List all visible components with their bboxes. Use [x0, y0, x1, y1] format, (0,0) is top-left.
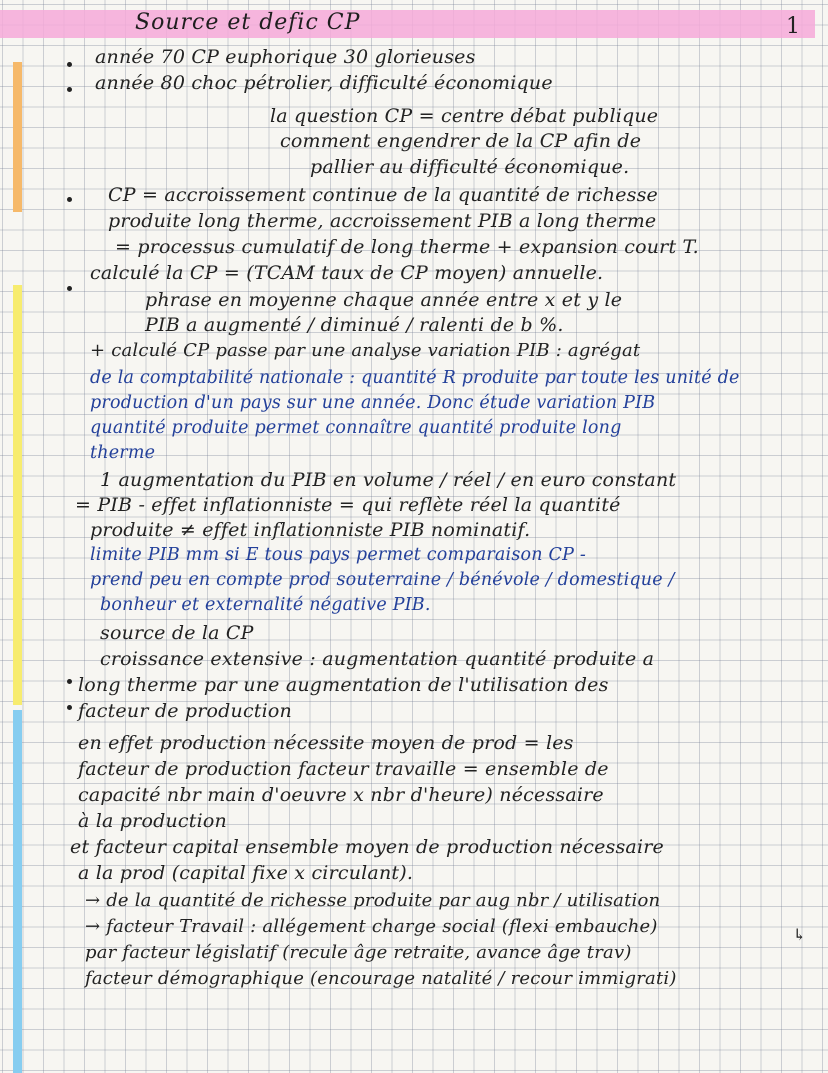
note-line: croissance extensive : augmentation quantité produite a — [100, 648, 655, 670]
bullet-dot — [67, 62, 72, 67]
note-line: la question CP = centre débat publique — [270, 105, 659, 127]
note-line: 1 augmentation du PIB en volume / réel / en euro constant — [100, 469, 677, 491]
note-line-blue: production d'un pays sur une année. Donc étude variation PIB — [90, 393, 656, 413]
note-line: facteur de production facteur travaille = ensemble de — [78, 758, 609, 780]
bullet-dot — [67, 286, 72, 291]
title-highlight — [0, 10, 815, 38]
note-line: PIB a augmenté / diminué / ralenti de b %. — [145, 314, 564, 336]
note-line-blue: de la comptabilité nationale : quantité R produite par toute les unité de — [90, 368, 740, 388]
note-line: pallier au difficulté économique. — [310, 156, 630, 178]
note-line: → de la quantité de richesse produite par aug nbr / utilisation — [85, 890, 661, 911]
note-line: produite ≠ effet inflationniste PIB nominatif. — [90, 519, 531, 541]
page-number: 1 — [786, 14, 800, 39]
note-line: = processus cumulatif de long therme + expansion court T. — [115, 236, 699, 258]
note-line: phrase en moyenne chaque année entre x et y le — [145, 289, 623, 311]
note-line-blue: therme — [90, 443, 156, 463]
note-line: et facteur capital ensemble moyen de production nécessaire — [70, 836, 664, 858]
note-line-blue: limite PIB mm si E tous pays permet comparaison CP - — [90, 545, 586, 565]
note-line: produite long therme, accroissement PIB a long therme — [108, 210, 657, 232]
note-line: = PIB - effet inflationniste = qui reflète réel la quantité — [75, 494, 621, 516]
bullet-dot — [67, 197, 72, 202]
section-heading: source de la CP — [100, 622, 254, 644]
note-line: → facteur Travail : allégement charge social (flexi embauche) — [85, 916, 658, 937]
note-line: à la production — [78, 810, 227, 832]
note-line: en effet production nécessite moyen de prod = les — [78, 732, 574, 754]
bullet-dot — [67, 87, 72, 92]
margin-highlight-blue — [13, 710, 22, 1073]
margin-highlight-yellow — [13, 285, 22, 705]
note-line: par facteur législatif (recule âge retraite, avance âge trav) — [85, 942, 632, 963]
note-line: facteur de production — [78, 700, 292, 722]
note-line-blue: quantité produite permet connaître quantité produite long — [90, 418, 622, 438]
note-line: capacité nbr main d'oeuvre x nbr d'heure) nécessaire — [78, 784, 604, 806]
note-line: + calculé CP passe par une analyse variation PIB : agrégat — [90, 340, 641, 361]
note-line-blue: prend peu en compte prod souterraine / bénévole / domestique / — [90, 570, 675, 590]
note-line: facteur démographique (encourage natalité / recour immigrati) — [85, 968, 677, 989]
margin-highlight-orange — [13, 62, 22, 212]
note-line: calculé la CP = (TCAM taux de CP moyen) annuelle. — [90, 262, 604, 284]
note-line-blue: bonheur et externalité négative PIB. — [100, 595, 431, 615]
note-line: année 70 CP euphorique 30 glorieuses — [95, 46, 476, 68]
note-line: a la prod (capital fixe x circulant). — [78, 862, 414, 884]
note-line: long therme par une augmentation de l'utilisation des — [78, 674, 609, 696]
page-title: Source et defic CP — [135, 10, 361, 35]
bullet-dot — [67, 679, 72, 684]
note-line: comment engendrer de la CP afin de — [280, 130, 642, 152]
note-line: CP = accroissement continue de la quantité de richesse — [108, 184, 658, 206]
bullet-dot — [67, 705, 72, 710]
note-line: année 80 choc pétrolier, difficulté économique — [95, 72, 553, 94]
curved-arrow-icon: ↳ — [792, 925, 806, 944]
